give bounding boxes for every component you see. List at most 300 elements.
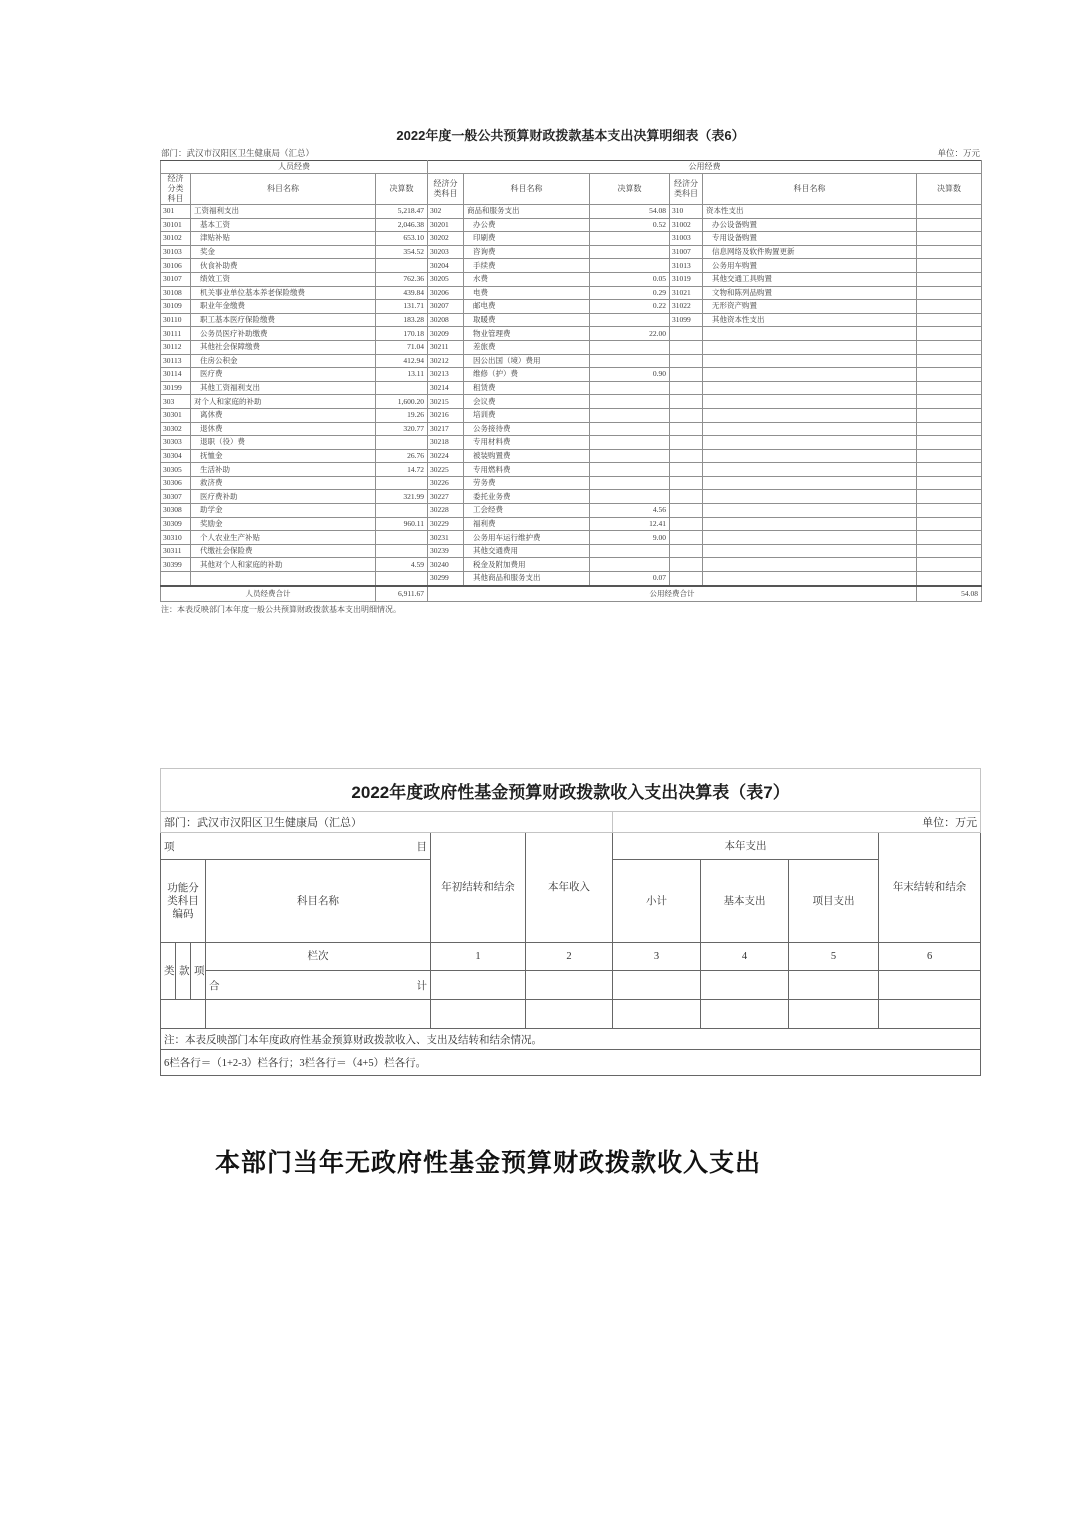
t6-amount-cell [376,531,428,545]
t6-amount-cell [917,395,982,409]
t6-subject-cell [703,544,917,558]
t6-subject-cell [703,381,917,395]
t6-amount-cell [917,476,982,490]
t6-amount-cell [376,476,428,490]
t6-code-cell: 30203 [428,245,464,259]
t6-subject-cell: 公务员医疗补助缴费 [191,327,376,341]
t6-amount-cell [917,286,982,300]
t6-amount-cell [917,327,982,341]
t6-subject-cell: 职工基本医疗保险缴费 [191,313,376,327]
t6-subject-cell: 助学金 [191,504,376,518]
t6-code-cell: 30229 [428,517,464,531]
t6-amount-cell [917,259,982,273]
t6-code-cell: 30201 [428,218,464,232]
t6-subject-cell: 咨询费 [464,245,590,259]
t6-code-cell [670,504,703,518]
t6-amount-cell: 1,600.20 [376,395,428,409]
t6-amount-cell: 0.22 [590,300,670,314]
col-econ-code-3: 经济分类科目 [670,174,703,205]
t6-code-cell [670,558,703,572]
t6-code-cell [670,463,703,477]
table6-row [161,544,982,558]
t6-subject-cell: 邮电费 [464,300,590,314]
t6-code-cell: 30239 [428,544,464,558]
t6-code-cell: 30218 [428,436,464,450]
t6-code-cell [670,408,703,422]
t6-code-cell: 30302 [161,422,191,436]
t6-code-cell: 30304 [161,449,191,463]
t6-subject-cell: 文物和陈列品购置 [703,286,917,300]
t6-amount-cell [917,544,982,558]
t6-subject-cell: 生活补助 [191,463,376,477]
t6-code-cell: 30112 [161,340,191,354]
header-class: 类 [161,943,176,1000]
header-subject: 科目名称 [206,860,431,943]
t6-amount-cell [376,259,428,273]
t6-amount-cell [917,381,982,395]
t6-subject-cell [703,463,917,477]
t6-amount-cell: 170.18 [376,327,428,341]
table6-row [161,313,982,327]
t6-subject-cell: 抚恤金 [191,449,376,463]
t6-subject-cell: 绩效工资 [191,272,376,286]
t6-code-cell [670,327,703,341]
t6-amount-cell: 19.26 [376,408,428,422]
header-section: 款 [176,943,191,1000]
t6-code-cell: 30213 [428,368,464,382]
t6-amount-cell [590,313,670,327]
rank-2: 2 [526,943,613,971]
t6-subject-cell: 其他商品和服务支出 [464,572,590,586]
t6-subject-cell: 因公出国（境）费用 [464,354,590,368]
t6-amount-cell [376,436,428,450]
t6-subject-cell: 机关事业单位基本养老保险缴费 [191,286,376,300]
t6-subject-cell: 医疗费补助 [191,490,376,504]
t6-amount-cell: 12.41 [590,517,670,531]
t6-amount-cell [917,245,982,259]
table6-row [161,286,982,300]
empty-col1 [431,1000,526,1029]
t6-subject-cell [703,408,917,422]
t6-amount-cell [917,272,982,286]
t6-code-cell: 30311 [161,544,191,558]
t6-amount-cell [590,232,670,246]
table6-row [161,572,982,586]
t6-code-cell [670,449,703,463]
t6-amount-cell [590,436,670,450]
header-end-balance: 年末结转和结余 [879,833,981,943]
rank-label: 栏次 [206,943,431,971]
t6-amount-cell [590,422,670,436]
t6-subject-cell: 办公费 [464,218,590,232]
rank-6: 6 [879,943,981,971]
t6-amount-cell: 0.90 [590,368,670,382]
t6-code-cell [670,354,703,368]
total-col2 [526,971,613,1000]
table7-note2-row [161,1050,981,1076]
t6-code-cell: 30212 [428,354,464,368]
table6-meta-row [160,147,981,160]
t6-subject-cell [703,572,917,586]
t6-amount-cell: 2,046.38 [376,218,428,232]
t6-code-cell: 30303 [161,436,191,450]
t6-subject-cell [191,572,376,586]
t6-amount-cell: 14.72 [376,463,428,477]
t6-amount-cell [590,490,670,504]
t6-code-cell: 31022 [670,300,703,314]
t6-amount-cell [917,531,982,545]
col-econ-code-1: 经济分类科目 [161,174,191,205]
t6-code-cell: 30106 [161,259,191,273]
t6-subject-cell [703,490,917,504]
t6-amount-cell: 653.10 [376,232,428,246]
personnel-total-label: 人员经费合计 [161,586,376,602]
rank-5: 5 [789,943,879,971]
t6-subject-cell: 其他工资福利支出 [191,381,376,395]
table6-row [161,272,982,286]
t6-code-cell: 30102 [161,232,191,246]
table6-department: 部门：武汉市汉阳区卫生健康局（汇总） [161,148,315,158]
t6-amount-cell: 9.00 [590,531,670,545]
t6-code-cell: 30113 [161,354,191,368]
empty-subject-cell [206,1000,431,1029]
t6-code-cell: 30107 [161,272,191,286]
t6-subject-cell: 办公设备购置 [703,218,917,232]
t6-subject-cell [703,354,917,368]
t6-code-cell: 30103 [161,245,191,259]
t6-subject-cell [703,449,917,463]
group-personnel: 人员经费 [161,161,428,174]
t6-subject-cell [703,327,917,341]
col-subject-2: 科目名称 [464,174,590,205]
table6-title: 2022年度一般公共预算财政拨款基本支出决算明细表（表6） [396,128,745,143]
t6-code-cell: 30217 [428,422,464,436]
t6-amount-cell [917,368,982,382]
t6-subject-cell: 租赁费 [464,381,590,395]
t6-subject-cell: 工会经费 [464,504,590,518]
table6-column-header-row [161,174,982,205]
t6-subject-cell: 公务用车运行维护费 [464,531,590,545]
header-year-expense: 本年支出 [613,833,879,860]
t6-amount-cell [917,490,982,504]
table6-note: 注：本表反映部门本年度一般公共预算财政拨款基本支出明细情况。 [161,604,401,614]
table6-row [161,449,982,463]
rank-4: 4 [701,943,789,971]
t6-code-cell: 30114 [161,368,191,382]
t6-amount-cell: 354.52 [376,245,428,259]
t6-code-cell [670,422,703,436]
t6-amount-cell [917,572,982,586]
t6-amount-cell: 5,218.47 [376,205,428,219]
table6-row [161,245,982,259]
t6-amount-cell [590,408,670,422]
t6-code-cell [670,340,703,354]
t6-amount-cell: 412.94 [376,354,428,368]
t6-amount-cell: 13.11 [376,368,428,382]
t6-subject-cell [703,476,917,490]
table6-row [161,395,982,409]
t6-subject-cell: 其他资本性支出 [703,313,917,327]
t6-subject-cell: 公务接待费 [464,422,590,436]
t6-code-cell: 31021 [670,286,703,300]
t6-subject-cell: 住房公积金 [191,354,376,368]
t6-subject-cell [703,504,917,518]
table6-row [161,232,982,246]
t6-amount-cell: 762.36 [376,272,428,286]
t6-subject-cell: 代缴社会保险费 [191,544,376,558]
t6-subject-cell [703,517,917,531]
t6-code-cell [670,490,703,504]
t6-code-cell: 30308 [161,504,191,518]
t6-amount-cell: 4.56 [590,504,670,518]
header-year-income: 本年收入 [526,833,613,943]
t6-subject-cell: 被装购置费 [464,449,590,463]
t6-subject-cell [703,395,917,409]
t6-subject-cell: 工资福利支出 [191,205,376,219]
t6-amount-cell: 4.59 [376,558,428,572]
t6-code-cell: 30199 [161,381,191,395]
col-amount-2: 决算数 [590,174,670,205]
total-col4 [701,971,789,1000]
t6-subject-cell: 个人农业生产补贴 [191,531,376,545]
rank-1: 1 [431,943,526,971]
t6-subject-cell: 专用燃料费 [464,463,590,477]
t6-code-cell: 30109 [161,300,191,314]
t6-amount-cell [376,381,428,395]
t6-subject-cell: 劳务费 [464,476,590,490]
total-col5 [789,971,879,1000]
t6-code-cell: 30224 [428,449,464,463]
t6-amount-cell [590,245,670,259]
t6-subject-cell: 手续费 [464,259,590,273]
t6-code-cell: 30240 [428,558,464,572]
t6-amount-cell [917,232,982,246]
t6-code-cell [670,531,703,545]
t6-amount-cell: 0.07 [590,572,670,586]
t6-amount-cell: 0.05 [590,272,670,286]
t6-subject-cell: 维修（护）费 [464,368,590,382]
t6-code-cell: 31003 [670,232,703,246]
table7-note2: 6栏各行＝（1+2-3）栏各行；3栏各行＝（4+5）栏各行。 [161,1050,981,1076]
table6-row [161,517,982,531]
t6-amount-cell [917,313,982,327]
t6-code-cell [670,476,703,490]
t6-subject-cell: 水费 [464,272,590,286]
t6-amount-cell [590,395,670,409]
t6-amount-cell: 0.52 [590,218,670,232]
public-total-value: 54.08 [917,586,982,602]
t6-code-cell [670,544,703,558]
t6-amount-cell: 22.00 [590,327,670,341]
t6-subject-cell: 税金及附加费用 [464,558,590,572]
header-begin-balance: 年初结转和结余 [431,833,526,943]
t6-amount-cell: 0.29 [590,286,670,300]
header-item-cell [161,833,431,860]
t6-subject-cell: 培训费 [464,408,590,422]
t6-amount-cell [590,354,670,368]
t6-code-cell [670,517,703,531]
t6-code-cell: 31007 [670,245,703,259]
t6-code-cell: 30110 [161,313,191,327]
table6-row [161,504,982,518]
t6-subject-cell: 其他交通工具购置 [703,272,917,286]
t6-code-cell: 30208 [428,313,464,327]
t6-subject-cell [703,436,917,450]
t6-subject-cell: 退职（役）费 [191,436,376,450]
t6-code-cell: 31002 [670,218,703,232]
public-total-label: 公用经费合计 [428,586,917,602]
t6-subject-cell: 奖金 [191,245,376,259]
total-right: 计 [416,980,427,992]
rank-3: 3 [613,943,701,971]
col-subject-1: 科目名称 [191,174,376,205]
t6-amount-cell [590,558,670,572]
t6-code-cell: 30305 [161,463,191,477]
t6-amount-cell [590,381,670,395]
t6-code-cell: 301 [161,205,191,219]
t6-subject-cell: 物业管理费 [464,327,590,341]
t6-subject-cell: 救济费 [191,476,376,490]
table6-row [161,531,982,545]
empty-col6 [879,1000,981,1029]
header-subtotal: 小计 [613,860,701,943]
t6-amount-cell [590,476,670,490]
t6-amount-cell: 71.04 [376,340,428,354]
table6-row [161,490,982,504]
t6-amount-cell [590,544,670,558]
t6-code-cell [670,368,703,382]
header-item-left: 项 [164,841,175,853]
t6-code-cell: 30111 [161,327,191,341]
t6-subject-cell: 印刷费 [464,232,590,246]
t6-code-cell: 30226 [428,476,464,490]
total-left: 合 [209,980,220,992]
t6-amount-cell [917,436,982,450]
table7-meta-row [161,812,981,833]
personnel-total-value: 6,911.67 [376,586,428,602]
t6-subject-cell: 退休费 [191,422,376,436]
table7-empty-row [161,1000,981,1029]
table6-row [161,558,982,572]
t6-subject-cell: 无形资产购置 [703,300,917,314]
table7-title-row [161,769,981,812]
t6-subject-cell: 专用材料费 [464,436,590,450]
t6-code-cell: 30205 [428,272,464,286]
table7 [160,768,981,1076]
t6-amount-cell: 439.84 [376,286,428,300]
t6-code-cell: 30307 [161,490,191,504]
table7-total-row [161,971,981,1000]
t6-subject-cell: 会议费 [464,395,590,409]
t6-amount-cell [917,504,982,518]
t6-amount-cell [917,449,982,463]
t6-subject-cell [703,368,917,382]
header-project-expense: 项目支出 [789,860,879,943]
t6-code-cell: 303 [161,395,191,409]
table6-row [161,463,982,477]
t6-code-cell: 30306 [161,476,191,490]
t6-amount-cell [917,422,982,436]
table7-rank-row [161,943,981,971]
t6-code-cell: 30211 [428,340,464,354]
table6-row [161,340,982,354]
t6-amount-cell [590,259,670,273]
table7-note1: 注：本表反映部门本年度政府性基金预算财政拨款收入、支出及结转和结余情况。 [161,1029,981,1050]
table6-row [161,476,982,490]
table6-total-row [161,586,982,602]
empty-col4 [701,1000,789,1029]
t6-subject-cell: 电费 [464,286,590,300]
table7-title: 2022年度政府性基金预算财政拨款收入支出决算表（表7） [161,769,981,812]
t6-code-cell: 30225 [428,463,464,477]
header-basic-expense: 基本支出 [701,860,789,943]
t6-subject-cell: 伙食补助费 [191,259,376,273]
t6-amount-cell: 183.28 [376,313,428,327]
t6-subject-cell: 委托业务费 [464,490,590,504]
t6-subject-cell: 其他对个人和家庭的补助 [191,558,376,572]
t6-code-cell: 30101 [161,218,191,232]
t6-code-cell: 310 [670,205,703,219]
t6-amount-cell [590,340,670,354]
t6-amount-cell [917,558,982,572]
table7-note1-row [161,1029,981,1050]
header-item: 项 [191,943,206,1000]
t6-code-cell: 30108 [161,286,191,300]
t6-amount-cell [917,300,982,314]
t6-code-cell [670,572,703,586]
t6-code-cell: 302 [428,205,464,219]
table6-row [161,408,982,422]
t6-code-cell: 30216 [428,408,464,422]
t6-code-cell [670,381,703,395]
t6-code-cell: 30202 [428,232,464,246]
t6-subject-cell: 奖励金 [191,517,376,531]
t6-subject-cell: 津贴补贴 [191,232,376,246]
total-label-cell [206,971,431,1000]
total-col6 [879,971,981,1000]
t6-code-cell: 30209 [428,327,464,341]
table6-section [160,128,981,615]
t6-code-cell: 30301 [161,408,191,422]
table6-group-header-row [161,161,982,174]
t6-subject-cell: 信息网络及软件购置更新 [703,245,917,259]
t6-code-cell: 30231 [428,531,464,545]
table6-row [161,422,982,436]
empty-col3 [613,1000,701,1029]
t6-subject-cell: 差旅费 [464,340,590,354]
t6-subject-cell: 商品和服务支出 [464,205,590,219]
table6-row [161,368,982,382]
col-econ-code-2: 经济分类科目 [428,174,464,205]
t6-subject-cell: 公务用车购置 [703,259,917,273]
table6-row [161,381,982,395]
empty-col2 [526,1000,613,1029]
t6-subject-cell: 职业年金缴费 [191,300,376,314]
t6-subject-cell: 医疗费 [191,368,376,382]
total-col1 [431,971,526,1000]
t6-code-cell: 31013 [670,259,703,273]
no-fund-statement: 本部门当年无政府性基金预算财政拨款收入支出 [215,1149,762,1177]
t6-subject-cell: 基本工资 [191,218,376,232]
t6-code-cell: 30310 [161,531,191,545]
table6-unit: 单位：万元 [937,148,980,158]
t6-subject-cell: 福利费 [464,517,590,531]
total-col3 [613,971,701,1000]
t6-amount-cell [917,205,982,219]
t6-amount-cell [917,408,982,422]
t6-amount-cell [376,504,428,518]
t6-subject-cell [703,340,917,354]
